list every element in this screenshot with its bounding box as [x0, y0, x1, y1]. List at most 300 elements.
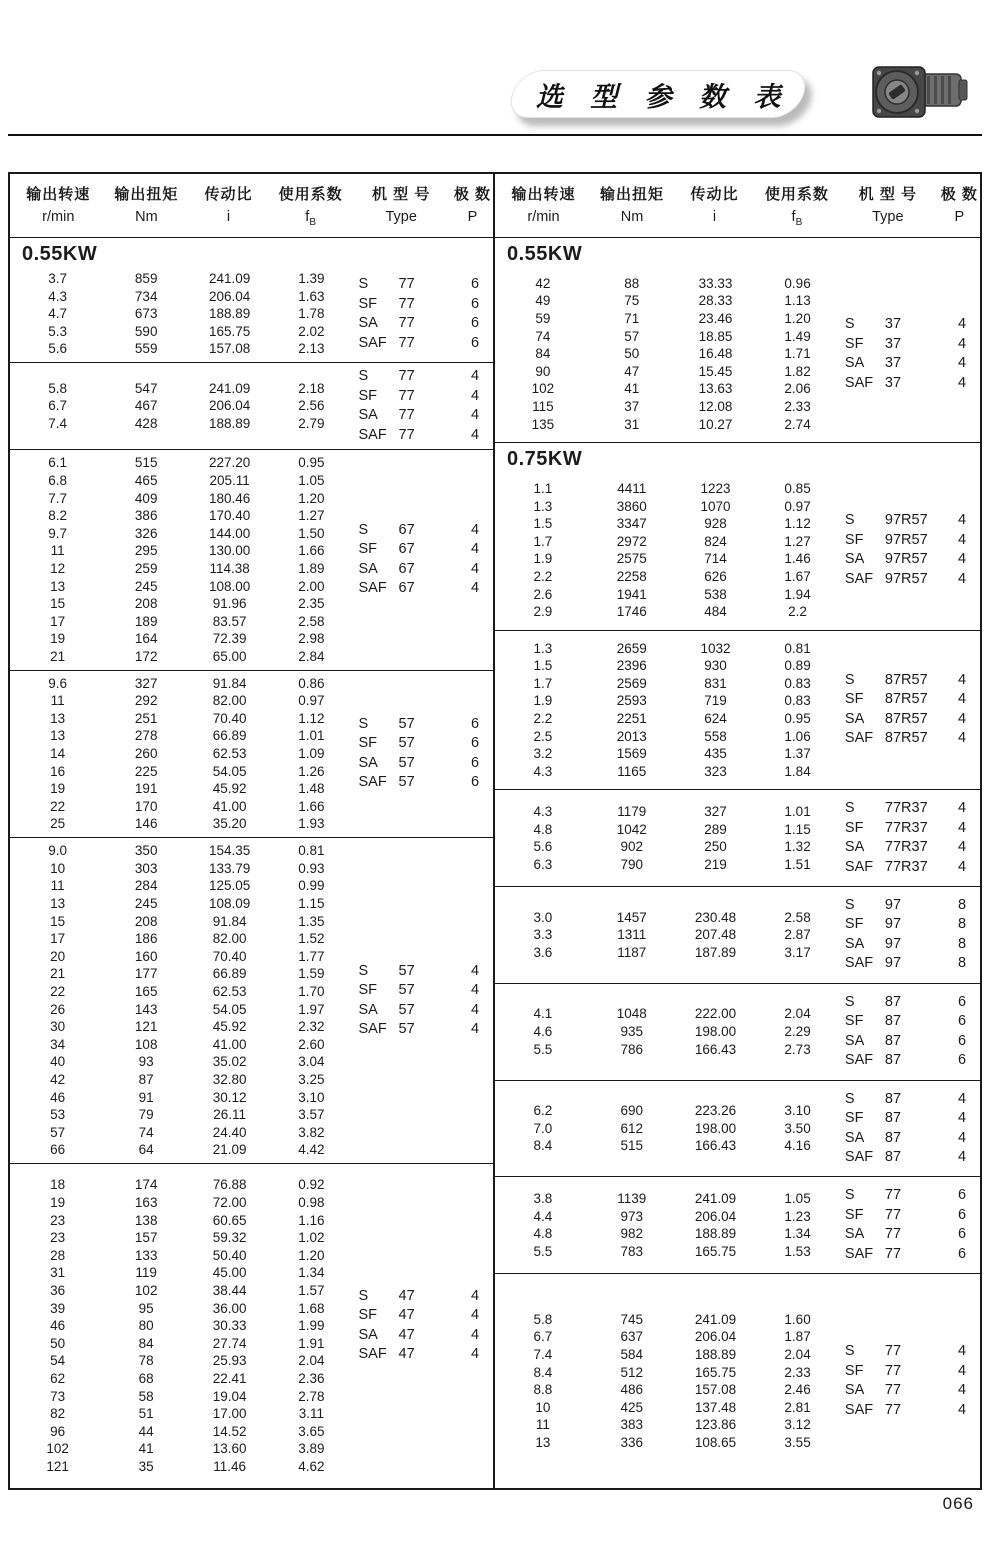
table-cell: 1.99 — [298, 1318, 325, 1334]
table-row — [10, 815, 351, 833]
poles-value: 4 — [470, 982, 480, 999]
table-cell: 1457 — [616, 909, 647, 925]
type-size: 87R57 — [884, 671, 928, 688]
type-prefix: S — [844, 993, 855, 1010]
table-row — [10, 877, 351, 895]
model-type — [845, 315, 980, 335]
table-row — [10, 542, 351, 560]
model-type — [845, 1186, 980, 1206]
type-size: 57 — [398, 754, 415, 771]
type-prefix: SF — [844, 916, 864, 933]
poles-value: 4 — [957, 1110, 967, 1127]
table-cell: 2.29 — [784, 1023, 811, 1039]
poles-value: 6 — [470, 715, 480, 732]
table-cell: 0.95 — [784, 710, 811, 726]
type-list — [837, 1083, 980, 1175]
table-cell: 17 — [50, 931, 66, 947]
table-cell: 146 — [134, 816, 158, 832]
table-cell: 241.09 — [208, 380, 251, 396]
table-row — [495, 275, 837, 293]
type-prefix: SA — [844, 710, 865, 727]
right-block-1 — [495, 238, 980, 443]
type-size: 57 — [398, 1021, 415, 1038]
table-cell: 1.50 — [298, 525, 325, 541]
table-cell: 91.96 — [212, 596, 247, 612]
table-cell: 11.46 — [213, 1458, 246, 1474]
table-cell: 982 — [620, 1226, 644, 1242]
table-row — [495, 640, 837, 658]
table-cell: 75 — [624, 293, 640, 309]
table-cell: 206.04 — [694, 1208, 737, 1224]
table-cell: 336 — [620, 1434, 644, 1450]
table-cell: 241.09 — [694, 1191, 737, 1207]
type-prefix: S — [358, 1287, 369, 1304]
table-cell: 2013 — [616, 728, 647, 744]
table-cell: 350 — [134, 843, 158, 859]
type-size: 87 — [884, 1090, 902, 1107]
table-cell: 28.33 — [698, 293, 733, 309]
type-prefix: SF — [844, 819, 864, 836]
model-type — [359, 1326, 493, 1346]
poles-value: 4 — [957, 800, 967, 817]
table-cell: 170.40 — [208, 508, 251, 524]
table-cell: 108.65 — [694, 1434, 737, 1450]
table-cell: 2.58 — [298, 613, 325, 629]
table-cell: 1.51 — [784, 856, 811, 872]
table-cell: 3.82 — [298, 1124, 325, 1140]
table-cell: 2251 — [616, 710, 647, 726]
model-type — [845, 729, 980, 749]
table-cell: 58 — [138, 1388, 154, 1404]
table-row — [10, 842, 351, 860]
table-cell: 8.2 — [48, 508, 68, 524]
table-cell: 2659 — [616, 640, 647, 656]
table-cell: 88 — [624, 275, 640, 291]
table-cell: 0.85 — [784, 481, 811, 497]
data-rows — [10, 1166, 351, 1486]
table-row — [495, 1328, 837, 1346]
table-cell: 8.4 — [533, 1364, 553, 1380]
table-cell: 1.63 — [298, 288, 325, 304]
table-cell: 1746 — [616, 604, 647, 620]
table-cell: 1.20 — [298, 1247, 325, 1263]
table-cell: 2.04 — [298, 1353, 325, 1369]
table-cell: 2.2 — [533, 569, 553, 584]
table-cell: 36 — [50, 1282, 66, 1298]
table-cell: 17.00 — [212, 1406, 247, 1422]
table-row — [495, 1023, 837, 1041]
type-size: 57 — [398, 1001, 415, 1018]
type-size: 87 — [884, 1129, 902, 1146]
col-header-servicefactor-cn: 使用系数 — [764, 185, 829, 203]
table-cell: 73 — [50, 1388, 66, 1404]
table-cell: 515 — [134, 455, 158, 471]
table-cell: 1165 — [617, 763, 647, 779]
model-type — [845, 671, 980, 691]
table-cell: 53 — [50, 1107, 66, 1123]
type-prefix: SA — [844, 1226, 865, 1243]
type-prefix: SA — [358, 754, 378, 771]
table-cell: 3.8 — [533, 1191, 553, 1207]
table-cell: 50.40 — [212, 1247, 247, 1263]
table-cell: 65.00 — [212, 648, 247, 664]
table-row — [10, 1018, 351, 1036]
table-cell: 206.04 — [208, 288, 251, 304]
table-cell: 68 — [138, 1370, 154, 1386]
type-prefix: SAF — [844, 374, 874, 391]
table-row — [10, 1458, 351, 1476]
type-size: 77 — [884, 1343, 902, 1360]
table-cell: 74 — [535, 328, 551, 344]
table-row — [10, 472, 351, 490]
table-cell: 1.59 — [298, 966, 325, 982]
table-cell: 14 — [50, 746, 66, 762]
table-cell: 19 — [50, 781, 66, 797]
table-cell: 5.8 — [48, 380, 68, 396]
table-cell: 2.98 — [298, 631, 325, 647]
table-row — [10, 1335, 351, 1353]
type-prefix: SA — [844, 1382, 865, 1399]
table-cell: 3.17 — [784, 944, 811, 960]
model-type — [359, 773, 493, 793]
type-prefix: SAF — [844, 858, 874, 875]
poles-value: 4 — [470, 560, 480, 577]
table-cell: 22 — [50, 983, 66, 999]
table-cell: 714 — [704, 551, 727, 567]
table-cell: 2.02 — [298, 323, 325, 339]
table-cell: 1311 — [617, 927, 647, 943]
table-cell: 93 — [138, 1054, 154, 1070]
type-size: 77R37 — [884, 839, 928, 856]
table-row — [495, 675, 837, 693]
type-prefix: SF — [844, 335, 864, 352]
table-cell: 1.05 — [298, 472, 325, 488]
table-cell: 4.4 — [533, 1208, 553, 1224]
table-header-left — [10, 174, 493, 238]
table-cell: 108.00 — [208, 578, 251, 594]
table-cell: 3.0 — [533, 909, 553, 925]
model-type — [359, 295, 493, 315]
table-cell: 66.89 — [212, 728, 247, 744]
table-cell: 82 — [50, 1406, 66, 1422]
table-cell: 2.78 — [298, 1388, 325, 1404]
block-body — [10, 365, 493, 447]
table-row — [495, 909, 837, 927]
table-cell: 91.84 — [212, 675, 247, 691]
table-cell: 0.83 — [784, 693, 811, 709]
right-block-6 — [495, 984, 980, 1081]
table-cell: 35 — [138, 1458, 154, 1474]
table-cell: 1.27 — [784, 533, 811, 549]
table-row — [10, 323, 351, 341]
table-row — [495, 1225, 837, 1243]
table-row — [10, 763, 351, 781]
table-row — [495, 710, 837, 728]
table-row — [10, 613, 351, 631]
table-cell: 12 — [50, 560, 66, 576]
table-cell: 1223 — [700, 481, 731, 497]
type-size: 37 — [884, 355, 902, 372]
poles-value: 4 — [470, 407, 480, 424]
model-type — [845, 1109, 980, 1129]
table-row — [10, 745, 351, 763]
table-cell: 612 — [620, 1120, 644, 1136]
table-cell: 3.11 — [298, 1406, 324, 1422]
type-size: 77 — [884, 1187, 902, 1204]
table-cell: 1.34 — [298, 1265, 325, 1281]
table-cell: 1.48 — [298, 781, 325, 797]
table-cell: 902 — [620, 839, 644, 855]
table-cell: 783 — [620, 1243, 644, 1259]
poles-value: 4 — [957, 1090, 967, 1107]
table-row — [495, 1364, 837, 1382]
table-cell: 1.05 — [784, 1191, 811, 1207]
block-body — [495, 1179, 980, 1271]
table-row — [10, 340, 351, 358]
type-size: 37 — [884, 335, 902, 352]
table-cell: 72.39 — [212, 631, 247, 647]
data-rows — [495, 792, 837, 884]
table-cell: 2593 — [616, 693, 647, 709]
type-list — [351, 268, 493, 360]
table-cell: 1.37 — [784, 746, 811, 762]
poles-value: 4 — [470, 1287, 480, 1304]
table-cell: 1.68 — [298, 1300, 325, 1316]
type-prefix: SAF — [844, 1245, 874, 1262]
type-list — [837, 889, 980, 981]
table-cell: 935 — [620, 1023, 644, 1039]
table-cell: 4411 — [617, 481, 647, 497]
table-cell: 50 — [50, 1335, 66, 1351]
table-cell: 84 — [535, 346, 551, 362]
type-list — [351, 673, 493, 836]
table-cell: 0.97 — [784, 498, 811, 514]
table-row — [495, 363, 837, 381]
table-cell: 2.58 — [784, 909, 811, 925]
model-type — [359, 579, 493, 599]
table-row — [495, 498, 837, 516]
table-cell: 1.23 — [784, 1208, 811, 1224]
table-row — [495, 568, 837, 586]
table-row — [495, 1434, 837, 1452]
table-cell: 172 — [134, 648, 158, 664]
table-cell: 35.02 — [212, 1054, 247, 1070]
poles-value: 8 — [957, 935, 967, 952]
type-prefix: SAF — [844, 1052, 874, 1069]
table-cell: 1.70 — [298, 983, 325, 999]
table-cell: 4.8 — [533, 1226, 553, 1242]
poles-value: 8 — [957, 955, 967, 972]
table-cell: 44 — [138, 1423, 154, 1439]
data-rows — [495, 1276, 837, 1486]
type-prefix: S — [358, 962, 369, 979]
table-cell: 26 — [50, 1001, 66, 1017]
right-block-2 — [495, 443, 980, 631]
table-cell: 60.65 — [212, 1212, 247, 1228]
table-cell: 1.57 — [298, 1282, 325, 1298]
table-cell: 241.09 — [208, 271, 251, 287]
table-cell: 165.75 — [694, 1364, 737, 1380]
power-section-label: 0.55KW — [507, 243, 583, 265]
type-size: 77 — [398, 295, 415, 312]
col-header-torque-unit: Nm — [135, 209, 158, 226]
table-cell: 205.11 — [209, 472, 250, 488]
table-cell: 1.91 — [298, 1335, 325, 1351]
table-cell: 1.32 — [784, 839, 811, 855]
poles-value: 4 — [957, 531, 967, 548]
table-header-right — [495, 174, 980, 238]
table-cell: 41 — [624, 381, 640, 397]
table-cell: 15 — [50, 596, 66, 612]
table-cell: 17 — [50, 613, 66, 629]
table-row — [10, 965, 351, 983]
table-cell: 486 — [620, 1382, 644, 1398]
table-cell: 54.05 — [212, 1001, 247, 1017]
table-cell: 8.8 — [533, 1382, 553, 1398]
table-cell: 170 — [134, 798, 158, 814]
table-cell: 428 — [134, 416, 158, 432]
col-header-torque-cn: 输出扭矩 — [114, 185, 179, 203]
poles-value: 8 — [957, 896, 967, 913]
type-prefix: S — [844, 1187, 855, 1204]
table-cell: 21 — [50, 966, 66, 982]
table-row — [10, 1317, 351, 1335]
table-cell: 1.7 — [533, 533, 553, 549]
table-cell: 4.1 — [533, 1006, 553, 1022]
table-cell: 223.26 — [694, 1103, 737, 1119]
poles-value: 4 — [957, 512, 967, 529]
poles-value: 4 — [470, 1021, 480, 1038]
table-cell: 66 — [50, 1142, 66, 1158]
col-header-servicefactor-unit: $f_B$ — [305, 209, 316, 229]
type-prefix: S — [844, 800, 855, 817]
type-size: 77 — [884, 1226, 902, 1243]
model-type — [845, 1012, 980, 1032]
table-cell: 3.50 — [784, 1120, 811, 1136]
poles-value: 6 — [957, 1032, 967, 1049]
table-cell: 119 — [135, 1265, 157, 1281]
poles-value: 4 — [957, 1343, 967, 1360]
table-cell: 25.93 — [212, 1353, 247, 1369]
table-cell: 46 — [50, 1089, 66, 1105]
model-type — [359, 1001, 493, 1021]
table-cell: 45.92 — [212, 781, 247, 797]
table-cell: 515 — [620, 1138, 644, 1154]
table-cell: 187.89 — [694, 944, 737, 960]
model-type — [845, 1225, 980, 1245]
table-cell: 62.53 — [212, 746, 247, 762]
poles-value: 4 — [957, 839, 967, 856]
block-body — [10, 1166, 493, 1486]
table-cell: 186 — [134, 931, 158, 947]
table-cell: 2.56 — [298, 398, 325, 414]
table-cell: 1.7 — [533, 675, 553, 691]
table-cell: 95 — [138, 1300, 154, 1316]
table-row — [10, 1405, 351, 1423]
poles-value: 4 — [470, 426, 480, 443]
poles-value: 6 — [470, 334, 480, 351]
table-cell: 180.46 — [208, 490, 251, 506]
table-cell: 90 — [535, 363, 551, 379]
table-row — [495, 328, 837, 346]
type-prefix: SF — [358, 541, 378, 558]
table-row — [10, 1282, 351, 1300]
table-row — [10, 305, 351, 323]
type-list — [351, 452, 493, 667]
table-cell: 35.20 — [212, 816, 247, 832]
table-cell: 1.12 — [298, 710, 325, 726]
table-cell: 37 — [624, 399, 640, 415]
table-row — [10, 1264, 351, 1282]
table-cell: 0.96 — [784, 275, 811, 291]
type-size: 97 — [884, 916, 902, 933]
model-type — [845, 354, 980, 374]
header-divider — [8, 134, 982, 136]
type-size: 77 — [398, 368, 415, 385]
type-prefix: SF — [844, 691, 864, 708]
data-rows — [10, 673, 351, 836]
type-prefix: S — [844, 671, 855, 688]
type-prefix: SA — [358, 1001, 378, 1018]
table-cell: 2.60 — [298, 1036, 325, 1052]
table-cell: 188.89 — [208, 416, 251, 432]
type-list — [837, 1276, 980, 1486]
table-cell: 1.66 — [298, 543, 325, 559]
table-cell: 1032 — [700, 640, 731, 656]
poles-value: 8 — [957, 916, 967, 933]
table-row — [495, 657, 837, 675]
table-cell: 386 — [134, 508, 158, 524]
table-cell: 241.09 — [694, 1311, 737, 1327]
model-type — [845, 1032, 980, 1052]
data-rows — [495, 268, 837, 440]
type-size: 77 — [398, 387, 415, 404]
header-row-units — [10, 209, 493, 228]
type-size: 87 — [884, 1032, 902, 1049]
table-cell: 4.42 — [298, 1142, 325, 1158]
table-cell: 70.40 — [212, 710, 247, 726]
table-row — [10, 1440, 351, 1458]
table-cell: 734 — [134, 288, 158, 304]
type-size: 37 — [884, 374, 902, 391]
type-prefix: SAF — [358, 426, 387, 443]
poles-value: 4 — [470, 541, 480, 558]
table-cell: 91.84 — [212, 913, 247, 929]
table-cell: 84 — [138, 1335, 154, 1351]
left-block-5 — [10, 838, 493, 1164]
table-cell: 383 — [620, 1417, 644, 1433]
type-list — [837, 792, 980, 884]
model-type — [845, 1051, 980, 1071]
table-row — [495, 515, 837, 533]
table-cell: 465 — [134, 472, 158, 488]
table-cell: 284 — [134, 878, 158, 894]
model-type — [845, 710, 980, 730]
data-rows — [495, 889, 837, 981]
type-prefix: SA — [358, 315, 378, 332]
table-row — [495, 1416, 837, 1434]
type-size: 87 — [884, 993, 902, 1010]
table-cell: 208 — [134, 913, 158, 929]
table-row — [495, 803, 837, 821]
data-rows — [495, 1179, 837, 1271]
table-cell: 198.00 — [694, 1120, 737, 1136]
table-cell: 2.35 — [298, 596, 325, 612]
table-cell: 36.00 — [212, 1300, 247, 1316]
table-row — [10, 595, 351, 613]
table-cell: 166.43 — [694, 1138, 737, 1154]
table-row — [495, 550, 837, 568]
